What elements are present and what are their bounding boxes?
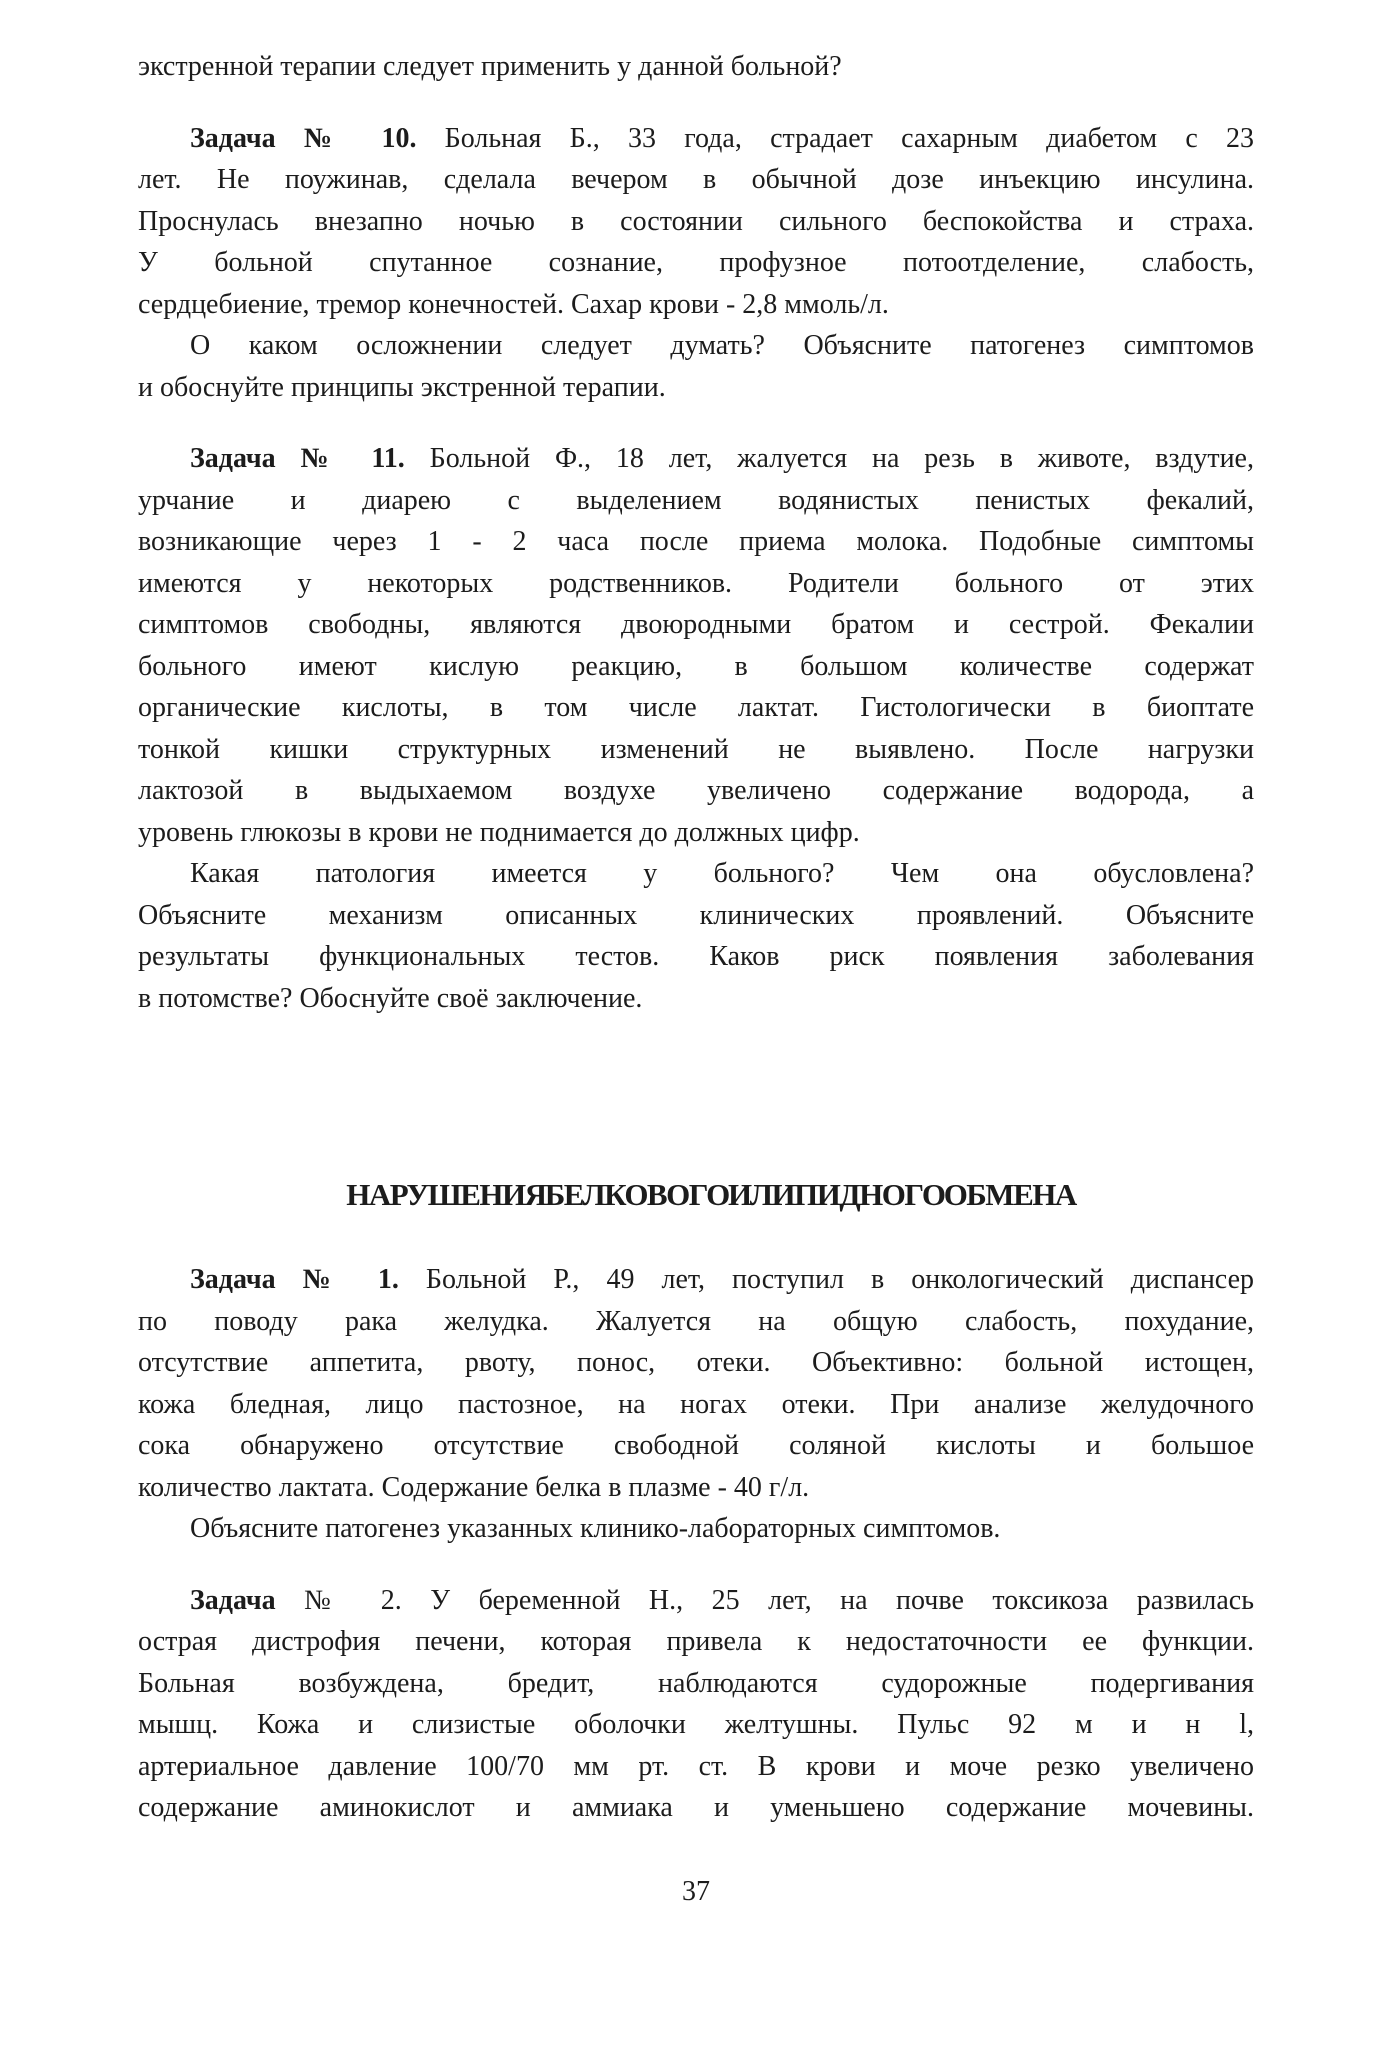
task-10	[138, 118, 1254, 409]
task-2-line: мышц. Кожа и слизистые оболочки желтушны. Пульс 92 м и н l,	[138, 1709, 1254, 1740]
task-10-line: лет. Не поужинав, сделала вечером в обычной дозе инъекцию инсулина.	[138, 164, 1254, 195]
task-11-question: Объясните механизм описанных клинических проявлений. Объясните	[138, 899, 1254, 931]
task-11-question: в потомстве? Обоснуйте своё заключение.	[138, 982, 643, 1014]
task-1-line: кожа бледная, лицо пастозное, на ногах отеки. При анализе желудочного	[138, 1388, 1254, 1420]
task-2-line: артериальное давление 100/70 мм рт. ст. В крови и моче резко увеличено	[138, 1750, 1254, 1782]
task-1-line: Больной Р., 49 лет, поступил в онкологический диспансер	[398, 1264, 1255, 1295]
task-10-line: Проснулась внезапно ночью в состоянии сильного беспокойства и страха.	[138, 205, 1254, 237]
task-10-line: сердцебиение, тремор конечностей. Сахар крови - 2,8 ммоль/л.	[138, 288, 889, 320]
task-10-question: и обоснуйте принципы экстренной терапии.	[138, 371, 666, 403]
page-number: 37	[682, 1876, 710, 1907]
task-11-line: симптомов свободны, являются двоюродными братом и сестрой. Фекалии	[138, 609, 1254, 640]
task-1-question: Объясните патогенез указанных клинико-лабораторных симптомов.	[190, 1513, 1001, 1544]
task-10-line: У больной спутанное сознание, профузное потоотделение, слабость,	[138, 247, 1254, 278]
task-11-line: Больной Ф., 18 лет, жалуется на резь в животе, вздутие,	[404, 443, 1254, 474]
task-11-line: больного имеют кислую реакцию, в большом количестве содержат	[138, 650, 1254, 682]
task-10-label: Задача № 10.	[190, 122, 417, 154]
task-10-question: О каком осложнении следует думать? Объясните патогенез симптомов	[190, 330, 1254, 361]
task-1-line: сока обнаружено отсутствие свободной соляной кислоты и большое	[138, 1430, 1254, 1461]
task-11-line: органические кислоты, в том числе лактат. Гистологически в биоптате	[138, 692, 1254, 723]
task-11-line: имеются у некоторых родственников. Родители больного от этих	[138, 567, 1254, 599]
task-11	[138, 438, 1254, 1019]
task-2-line: острая дистрофия печени, которая привела к недостаточности ее функции.	[138, 1626, 1254, 1657]
task-11-question: результаты функциональных тестов. Каков риск появления заболевания	[138, 941, 1254, 972]
task-11-line: тонкой кишки структурных изменений не выявлено. После нагрузки	[138, 733, 1254, 765]
task-2-line: содержание аминокислот и аммиака и уменьшено содержание мочевины.	[138, 1792, 1254, 1823]
task-2-line: У беременной Н., 25 лет, на почве токсикоза развилась	[401, 1584, 1254, 1616]
task-11-line: уровень глюкозы в крови не поднимается до должных цифр.	[138, 816, 860, 848]
task-10-line: Больная Б., 33 года, страдает сахарным диабетом с 23	[416, 122, 1254, 154]
task-2	[138, 1580, 1254, 1829]
task-2-line: Больная возбуждена, бредит, наблюдаются судорожные подергивания	[138, 1667, 1254, 1699]
task-11-label: Задача № 11.	[190, 443, 405, 474]
task-1-line: количество лактата. Содержание белка в плазме - 40 г/л.	[138, 1471, 810, 1503]
task-11-line: лактозой в выдыхаемом воздухе увеличено содержание водорода, а	[138, 775, 1254, 806]
task-2-label-number: № 2.	[275, 1584, 402, 1616]
task-11-line: возникающие через 1 - 2 часа после приема молока. Подобные симптомы	[138, 526, 1254, 557]
task-1	[138, 1259, 1254, 1550]
task-11-line: урчание и диарею с выделением водянистых пенистых фекалий,	[138, 484, 1254, 516]
task-2-label: Задача	[190, 1584, 276, 1616]
intro-line: экстренной терапии следует применить у данной больной?	[138, 51, 842, 82]
task-1-label: Задача № 1.	[190, 1264, 399, 1295]
section-heading: НАРУШЕНИЯ БЕЛКОВОГО И ЛИПИДНОГО ОБМЕНА	[346, 1177, 1076, 1212]
task-1-line: по поводу рака желудка. Жалуется на общую слабость, похудание,	[138, 1305, 1254, 1337]
task-11-question: Какая патология имеется у больного? Чем она обусловлена?	[190, 858, 1254, 889]
task-1-line: отсутствие аппетита, рвоту, понос, отеки. Объективно: больной истощен,	[138, 1347, 1254, 1378]
document-page	[138, 46, 1254, 1829]
